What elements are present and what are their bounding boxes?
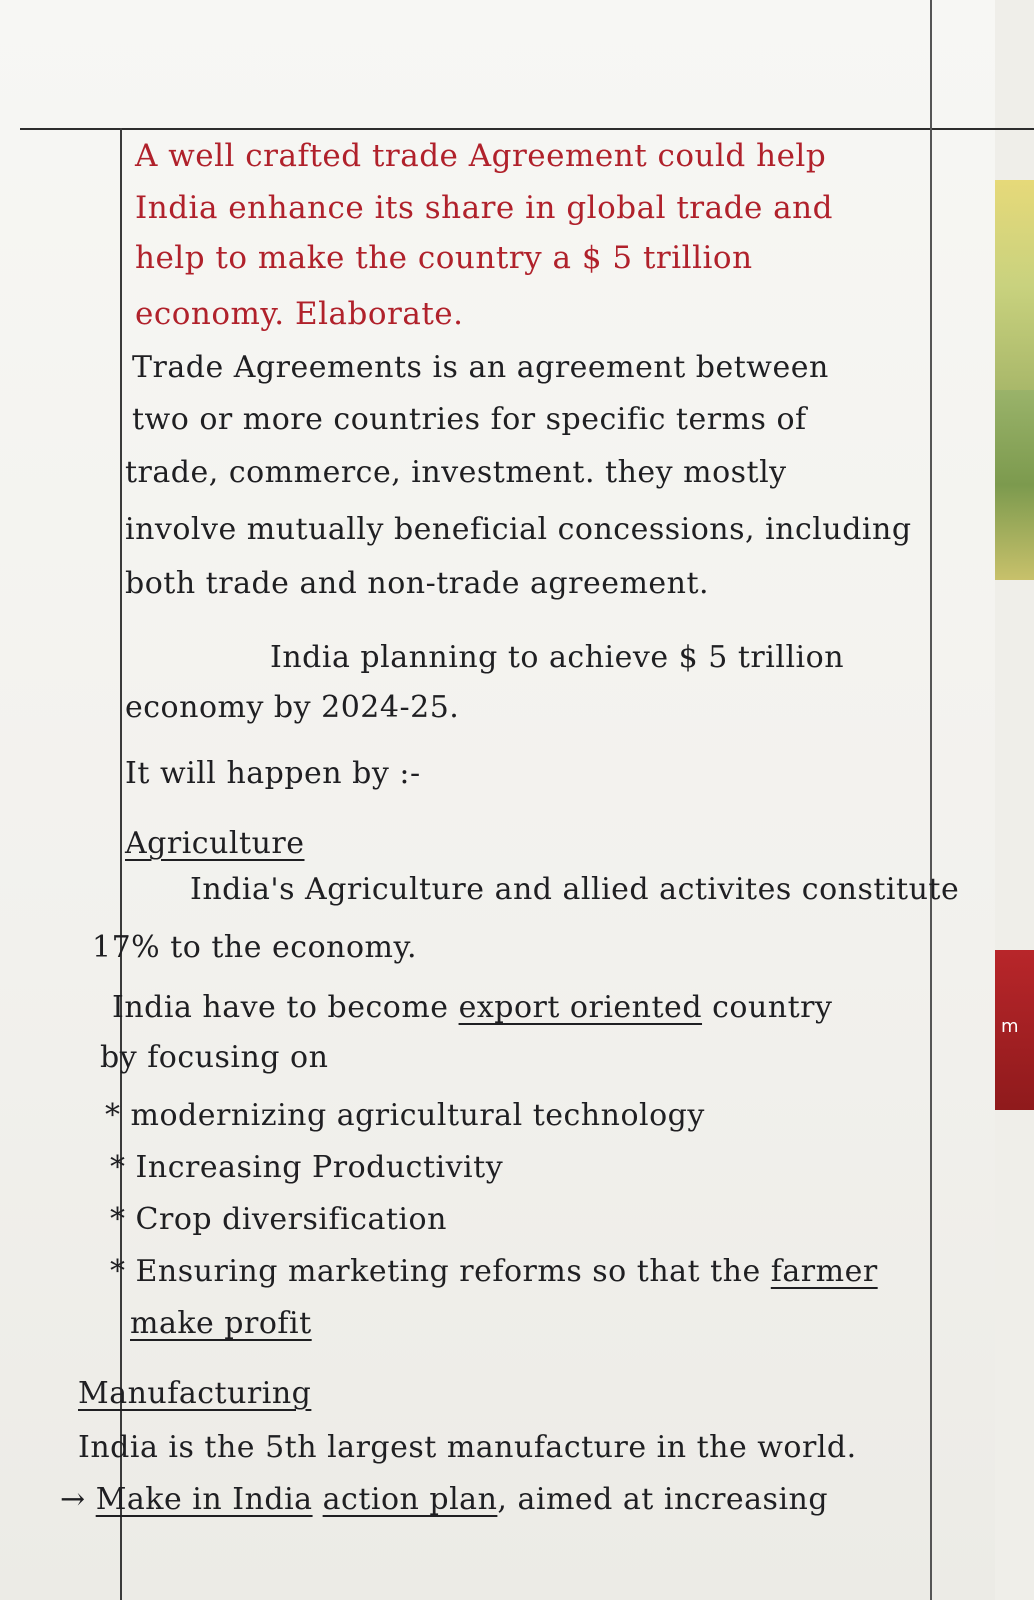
- intro-line-3: trade, commerce, investment. they mostly: [125, 455, 787, 490]
- intro-line-2: two or more countries for specific terms of: [132, 402, 807, 437]
- agriculture-line-2: 17% to the economy.: [92, 930, 417, 965]
- agriculture-line-3-end: country: [712, 990, 833, 1025]
- agriculture-bullet-1: * modernizing agricultural technology: [105, 1098, 705, 1133]
- agriculture-bullet-4-text: * Ensuring marketing reforms so that the: [110, 1254, 761, 1289]
- question-line-1: A well crafted trade Agreement could help: [135, 138, 827, 174]
- agriculture-line-3: [112, 990, 832, 1026]
- question-line-3: help to make the country a $ 5 trillion: [135, 240, 753, 276]
- agriculture-line-4: by focusing on: [100, 1040, 329, 1075]
- agriculture-line-3-start: India have to become: [112, 990, 449, 1025]
- agriculture-bullet-3: * Crop diversification: [110, 1202, 447, 1237]
- plan-line-3: It will happen by :-: [125, 756, 421, 791]
- export-oriented-phrase: export oriented: [458, 990, 703, 1025]
- arrow-marker: →: [60, 1482, 86, 1517]
- question-line-4: economy. Elaborate.: [135, 296, 464, 332]
- question-line-2: India enhance its share in global trade and: [135, 190, 833, 226]
- make-in-india-phrase: Make in India: [95, 1482, 313, 1517]
- intro-line-5: both trade and non-trade agreement.: [125, 566, 710, 601]
- intro-line-1: Trade Agreements is an agreement between: [132, 350, 829, 385]
- plan-line-1: India planning to achieve $ 5 trillion: [270, 640, 845, 675]
- intro-line-4: involve mutually beneficial concessions, including: [125, 512, 912, 547]
- agriculture-heading: Agriculture: [125, 826, 305, 861]
- action-plan-phrase: action plan: [322, 1482, 498, 1517]
- manufacturing-line-2-end: , aimed at increasing: [497, 1482, 829, 1517]
- agriculture-bullet-2: * Increasing Productivity: [110, 1150, 504, 1185]
- manufacturing-line-1: India is the 5th largest manufacture in the world.: [78, 1430, 857, 1465]
- manufacturing-heading: Manufacturing: [78, 1376, 312, 1411]
- agriculture-bullet-4-continued: make profit: [130, 1306, 312, 1341]
- agriculture-line-1: India's Agriculture and allied activites constitute: [190, 872, 960, 907]
- agriculture-bullet-4: [110, 1254, 878, 1290]
- plan-line-2: economy by 2024-25.: [125, 690, 460, 725]
- farmer-word: farmer: [770, 1254, 878, 1289]
- manufacturing-line-2: [60, 1482, 828, 1518]
- margin-note: m: [1001, 1016, 1019, 1037]
